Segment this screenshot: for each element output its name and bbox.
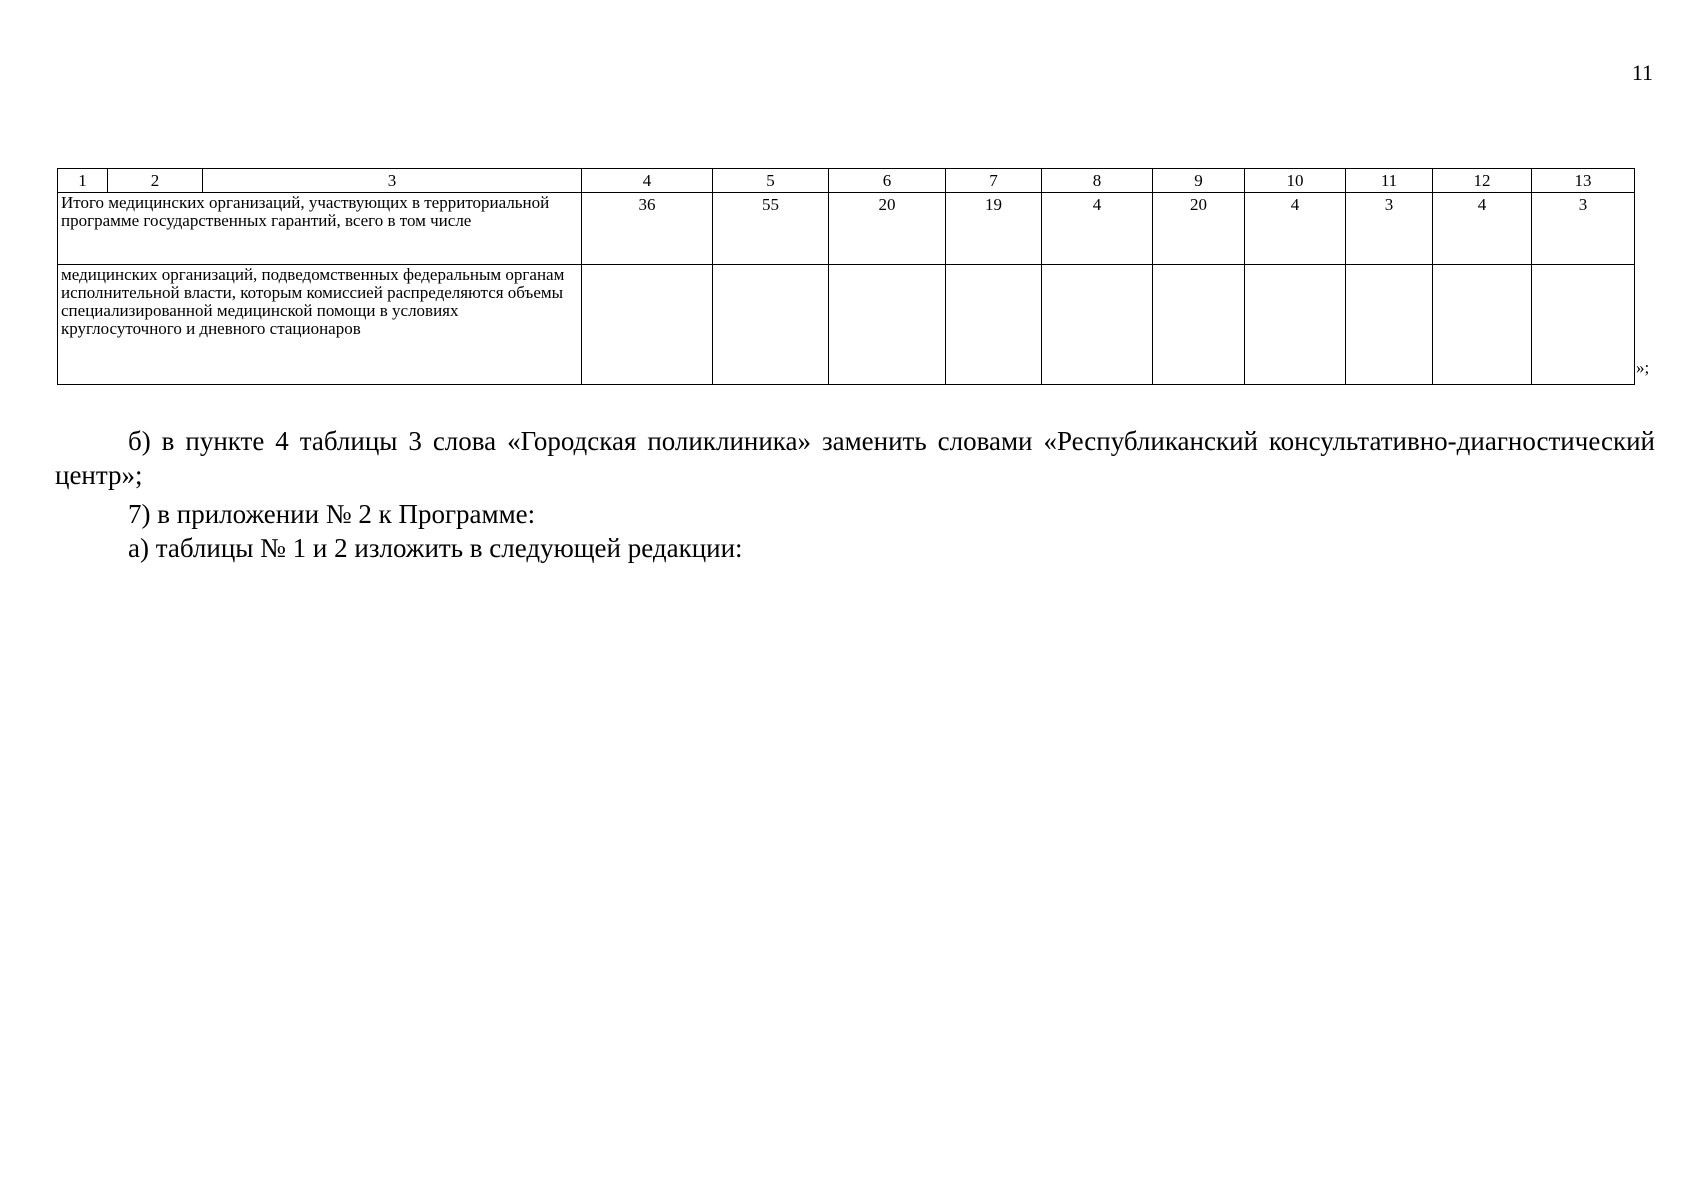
table-cell: 55 [713, 193, 829, 265]
table-cell [1042, 265, 1153, 385]
header-cell: 12 [1433, 169, 1532, 193]
header-cell: 7 [946, 169, 1042, 193]
table-cell [1532, 265, 1635, 385]
table-cell: 4 [1433, 193, 1532, 265]
table-cell: 36 [582, 193, 713, 265]
header-cell: 1 [58, 169, 108, 193]
table-cell: 20 [829, 193, 946, 265]
header-cell: 8 [1042, 169, 1153, 193]
table-header-row [58, 169, 1635, 193]
header-cell: 3 [203, 169, 582, 193]
table-row [58, 265, 1635, 385]
table-cell: 4 [1042, 193, 1153, 265]
header-cell: 2 [108, 169, 203, 193]
table-cell: 3 [1346, 193, 1433, 265]
header-cell: 10 [1245, 169, 1346, 193]
table-cell [1433, 265, 1532, 385]
table-cell [1346, 265, 1433, 385]
paragraph-amendment-b: б) в пункте 4 таблицы 3 слова «Городская поликлиника» заменить словами «Республиканский консультативно-диагностический центр»; [55, 426, 1655, 490]
header-cell: 6 [829, 169, 946, 193]
header-cell: 5 [713, 169, 829, 193]
table-cell [946, 265, 1042, 385]
table-cell: 19 [946, 193, 1042, 265]
row-label-total: Итого медицинских организаций, участвующих в территориальной программе государственных гарантий, всего в том числе [58, 193, 582, 265]
table-cell [829, 265, 946, 385]
table-cell: 3 [1532, 193, 1635, 265]
table-cell [1153, 265, 1245, 385]
table-row [58, 193, 1635, 265]
header-cell: 9 [1153, 169, 1245, 193]
table-cell [582, 265, 713, 385]
header-cell: 11 [1346, 169, 1433, 193]
header-cell: 13 [1532, 169, 1635, 193]
table-cell [1245, 265, 1346, 385]
row-label-federal: медицинских организаций, подведомственных федеральным органам исполнительной власти, которым комиссией распределяются объемы специализированной медицинской помощи в условиях круглосуточного и дневного стационаров [58, 265, 582, 385]
table-cell [713, 265, 829, 385]
table-cell: 4 [1245, 193, 1346, 265]
paragraph-item-7: 7) в приложении № 2 к Программе: [128, 499, 536, 529]
page-number: 11 [1631, 60, 1653, 85]
table-cell: 20 [1153, 193, 1245, 265]
data-table [57, 168, 1635, 385]
header-cell: 4 [582, 169, 713, 193]
paragraph-item-a: а) таблицы № 1 и 2 изложить в следующей редакции: [128, 533, 743, 563]
table-closing-quote: »; [1636, 358, 1650, 377]
